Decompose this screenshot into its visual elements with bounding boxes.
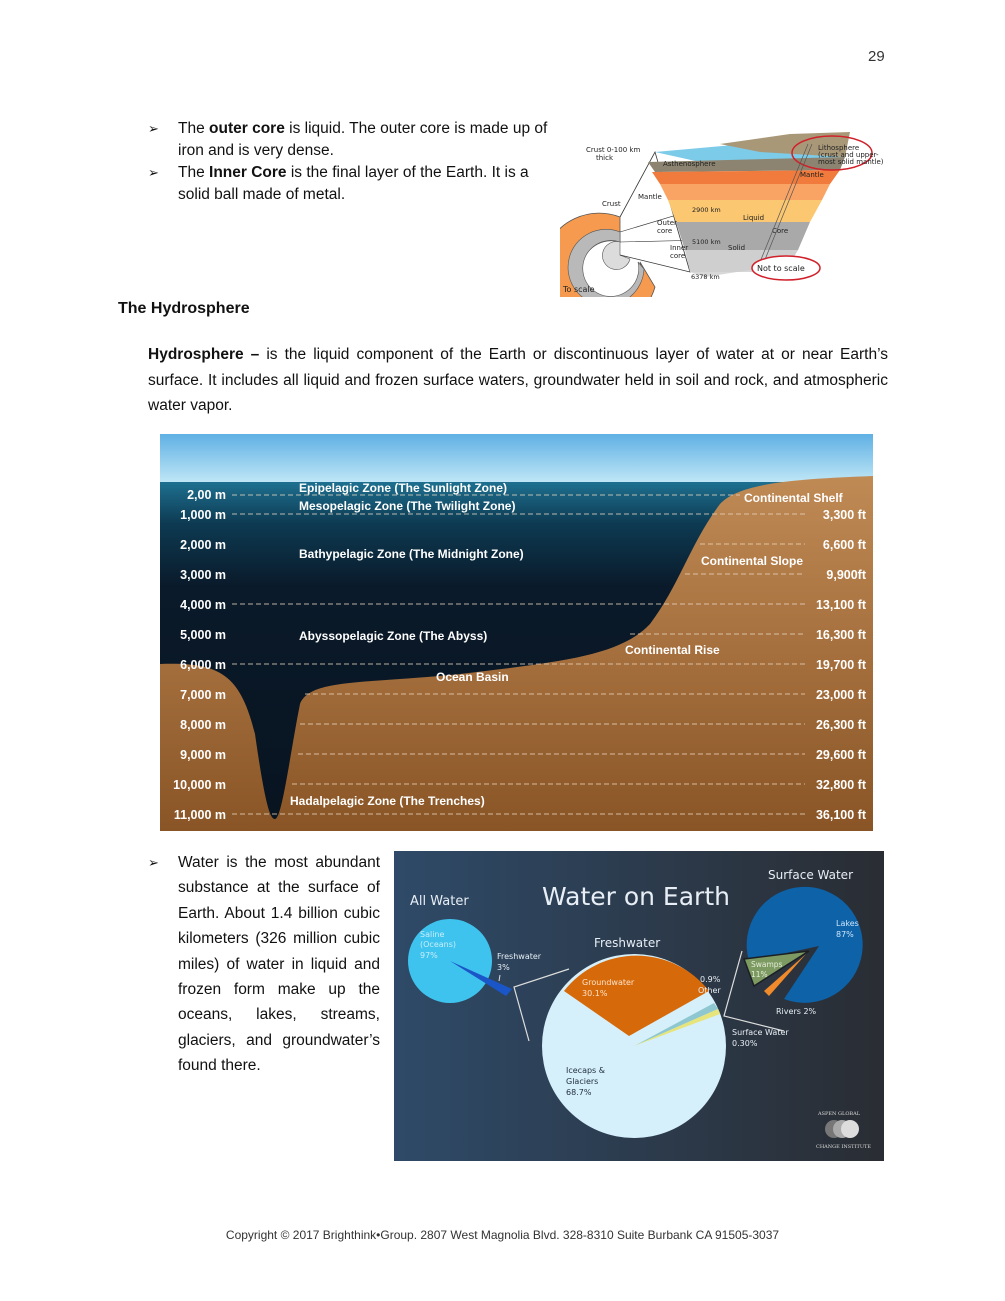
- svg-text:11%: 11%: [751, 970, 768, 979]
- page-number: 29: [868, 48, 885, 65]
- svg-text:Surface Water: Surface Water: [732, 1028, 789, 1037]
- term-hydrosphere: Hydrosphere –: [148, 346, 260, 363]
- svg-text:Continental Rise: Continental Rise: [625, 643, 720, 657]
- svg-text:core: core: [670, 252, 686, 260]
- svg-text:Swamps: Swamps: [751, 960, 783, 969]
- svg-text:2,00 m: 2,00 m: [187, 488, 226, 502]
- svg-text:Groundwater: Groundwater: [582, 978, 635, 987]
- bullet-outer-core: ➢ The outer core is liquid. The outer core is made up of iron and is very dense.: [148, 120, 548, 159]
- arrow-bullet-icon: ➢: [148, 855, 159, 870]
- svg-text:Other: Other: [698, 986, 721, 995]
- svg-text:Water on Earth: Water on Earth: [542, 882, 730, 911]
- svg-text:6,600 ft: 6,600 ft: [822, 538, 866, 552]
- term-outer-core: outer core: [209, 120, 285, 137]
- svg-text:5100 km: 5100 km: [692, 238, 721, 246]
- svg-text:Continental Slope: Continental Slope: [701, 554, 803, 568]
- svg-text:(crust and upper-: (crust and upper-: [818, 151, 879, 159]
- svg-text:9,900ft: 9,900ft: [826, 568, 866, 582]
- svg-text:7,000 m: 7,000 m: [180, 688, 226, 702]
- svg-text:(Oceans): (Oceans): [420, 940, 456, 949]
- arrow-bullet-icon: ➢: [148, 165, 159, 180]
- svg-text:2900 km: 2900 km: [692, 206, 721, 214]
- core-bullet-list: [148, 118, 548, 206]
- earth-layers-diagram: [560, 122, 930, 297]
- svg-text:36,100 ft: 36,100 ft: [815, 808, 866, 822]
- svg-text:Icecaps &: Icecaps &: [566, 1066, 606, 1075]
- svg-text:Liquid: Liquid: [743, 214, 765, 222]
- page-footer: Copyright © 2017 Brighthink•Group. 2807 West Magnolia Blvd. 328-8310 Suite Burbank CA 91505-3037: [225, 1228, 780, 1242]
- svg-text:All Water: All Water: [410, 894, 469, 909]
- term-inner-core: Inner Core: [209, 164, 287, 181]
- hydrosphere-definition: Hydrosphere – is the liquid component of the Earth or discontinuous layer of water at or near Earth’s surface. It includes all liquid and frozen surface waters, groundwater held in soil and rock, and atmospheric water vapor.: [148, 346, 888, 414]
- svg-text:3%: 3%: [497, 963, 510, 972]
- svg-text:30.1%: 30.1%: [582, 989, 608, 998]
- svg-text:Surface Water: Surface Water: [768, 868, 854, 882]
- svg-text:1,000 m: 1,000 m: [180, 508, 226, 522]
- svg-text:Asthenosphere: Asthenosphere: [663, 160, 716, 168]
- svg-text:68.7%: 68.7%: [566, 1088, 592, 1097]
- svg-text:Rivers 2%: Rivers 2%: [776, 1007, 817, 1016]
- svg-text:Crust: Crust: [602, 200, 621, 208]
- svg-text:29,600 ft: 29,600 ft: [815, 748, 866, 762]
- svg-text:Crust 0-100 km: Crust 0-100 km: [586, 146, 641, 154]
- svg-text:thick: thick: [596, 154, 614, 162]
- svg-text:ASPEN GLOBAL: ASPEN GLOBAL: [818, 1111, 861, 1117]
- svg-text:2,000 m: 2,000 m: [180, 538, 226, 552]
- water-bullet: [148, 850, 380, 1079]
- svg-text:Continental Shelf: Continental Shelf: [744, 491, 843, 505]
- svg-text:Saline: Saline: [420, 930, 445, 939]
- svg-text:26,300 ft: 26,300 ft: [815, 718, 866, 732]
- arrow-bullet-icon: ➢: [148, 121, 159, 136]
- svg-text:Freshwater: Freshwater: [497, 952, 542, 961]
- svg-text:Not to scale: Not to scale: [757, 264, 805, 273]
- svg-text:19,700 ft: 19,700 ft: [815, 658, 866, 672]
- svg-text:13,100 ft: 13,100 ft: [815, 598, 866, 612]
- svg-text:most solid mantle): most solid mantle): [818, 158, 884, 166]
- svg-text:CHANGE INSTITUTE: CHANGE INSTITUTE: [816, 1144, 872, 1150]
- ocean-zones-diagram: [160, 434, 873, 831]
- bullet-inner-core: ➢ The Inner Core is the final layer of the Earth. It is a solid ball made of metal.: [148, 164, 529, 203]
- svg-text:Bathypelagic Zone (The Midnigh: Bathypelagic Zone (The Midnight Zone): [299, 547, 524, 561]
- svg-text:5,000 m: 5,000 m: [180, 628, 226, 642]
- svg-text:4,000 m: 4,000 m: [180, 598, 226, 612]
- svg-text:Lithosphere: Lithosphere: [818, 144, 860, 152]
- svg-text:Inner: Inner: [670, 244, 689, 252]
- svg-text:16,300 ft: 16,300 ft: [815, 628, 866, 642]
- bullet-water-abundance: ➢ Water is the most abundant substance at the surface of Earth. About 1.4 billion cubic kilometers (326 million cubic miles) of water in liquid and frozen form make up the oceans, lakes, streams, glaciers, and groundwater’s found there.: [148, 850, 380, 1079]
- svg-text:87%: 87%: [836, 930, 854, 939]
- svg-text:core: core: [657, 227, 673, 235]
- svg-text:Freshwater: Freshwater: [594, 936, 661, 950]
- svg-text:3,000 m: 3,000 m: [180, 568, 226, 582]
- svg-text:Core: Core: [772, 227, 789, 235]
- svg-text:10,000 m: 10,000 m: [173, 778, 226, 792]
- svg-text:32,800 ft: 32,800 ft: [815, 778, 866, 792]
- water-on-earth-chart: [394, 851, 884, 1161]
- svg-text:9,000 m: 9,000 m: [180, 748, 226, 762]
- svg-text:3,300 ft: 3,300 ft: [822, 508, 866, 522]
- svg-text:Ocean Basin: Ocean Basin: [436, 670, 509, 684]
- svg-text:Mantle: Mantle: [638, 193, 662, 201]
- svg-text:6378 km: 6378 km: [691, 273, 720, 281]
- svg-text:11,000 m: 11,000 m: [173, 808, 226, 822]
- svg-text:Outer: Outer: [657, 219, 677, 227]
- svg-text:Mesopelagic Zone (The Twilight: Mesopelagic Zone (The Twilight Zone): [299, 499, 516, 513]
- svg-text:97%: 97%: [420, 951, 438, 960]
- section-heading-hydrosphere: The Hydrosphere: [118, 300, 250, 317]
- svg-text:Abyssopelagic Zone (The Abyss): Abyssopelagic Zone (The Abyss): [299, 629, 488, 643]
- svg-text:23,000 ft: 23,000 ft: [815, 688, 866, 702]
- svg-text:Lakes: Lakes: [836, 919, 859, 928]
- svg-text:0.9%: 0.9%: [700, 975, 721, 984]
- svg-text:0.30%: 0.30%: [732, 1039, 758, 1048]
- svg-text:6,000 m: 6,000 m: [180, 658, 226, 672]
- svg-text:Hadalpelagic Zone (The Trenche: Hadalpelagic Zone (The Trenches): [290, 794, 485, 808]
- svg-text:8,000 m: 8,000 m: [180, 718, 226, 732]
- svg-text:To scale: To scale: [563, 285, 595, 294]
- svg-text:Epipelagic Zone (The Sunlight: Epipelagic Zone (The Sunlight Zone): [299, 481, 507, 495]
- svg-text:Glaciers: Glaciers: [566, 1077, 599, 1086]
- svg-text:Mantle: Mantle: [800, 171, 824, 179]
- svg-text:Solid: Solid: [728, 244, 746, 252]
